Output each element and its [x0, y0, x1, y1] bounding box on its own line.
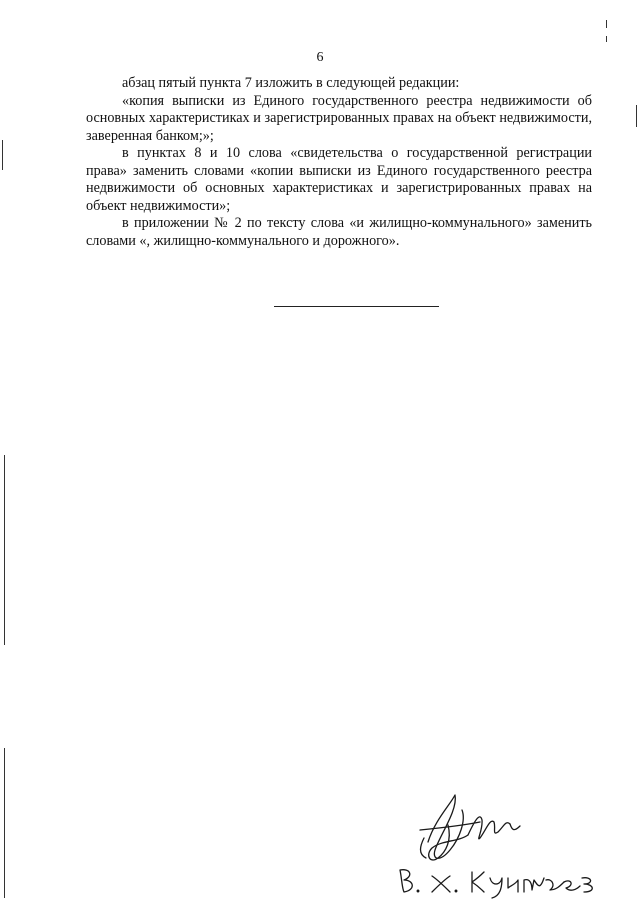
end-rule: [274, 306, 439, 307]
scan-mark: [606, 20, 607, 28]
paragraph: в пунктах 8 и 10 слова «свидетельства о государственной регистрации права» заменить словами «копии выписки из Единого государственного реестра недвижимости об основных характеристиках и зарегистрированных правах на объект недвижимости»;: [86, 145, 592, 214]
scan-mark: [636, 105, 637, 127]
paragraph: в приложении № 2 по тексту слова «и жилищно-коммунального» заменить словами «, жилищно-коммунального и дорожного».: [86, 215, 592, 249]
paragraph: абзац пятый пункта 7 изложить в следующей редакции:: [122, 75, 460, 91]
signature-graphic: [380, 780, 620, 900]
page-number: 6: [316, 50, 324, 65]
document-body: [86, 75, 592, 250]
scan-mark: [4, 455, 5, 645]
signature: [380, 780, 620, 900]
scan-mark: [2, 140, 3, 170]
scan-mark: [4, 748, 5, 898]
scan-mark: [606, 36, 607, 42]
paragraph: «копия выписки из Единого государственного реестра недвижимости об основных характеристиках и зарегистрированных правах на объект недвижимости, заверенная банком;»;: [86, 92, 592, 144]
